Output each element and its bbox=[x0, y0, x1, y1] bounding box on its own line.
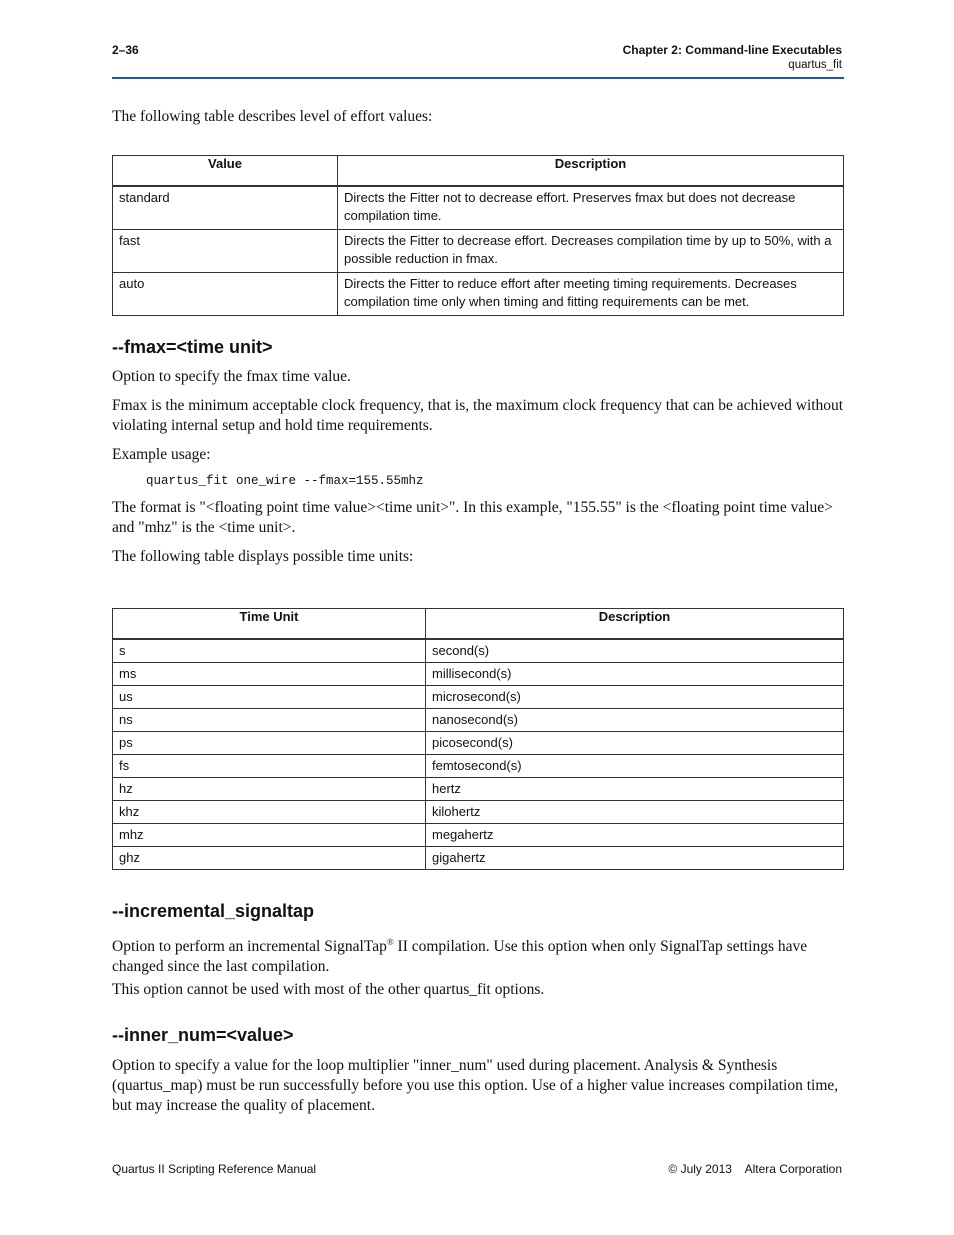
text-run: II compilation. Use this option when only SignalTap settings have changed since the last compilation. bbox=[112, 938, 808, 976]
table-row bbox=[113, 778, 844, 801]
table-cell: standard bbox=[113, 186, 338, 230]
table-cell: khz bbox=[113, 801, 426, 824]
table-row bbox=[113, 732, 844, 755]
paragraph: Option to specify a value for the loop multiplier "inner_num" used during placement. Analysis & Synthesis (quartus_map) must be run successfully before you use this option. Use of a higher value increases compilation time, but may increase the quality of placement. bbox=[112, 1057, 839, 1114]
table-cell: millisecond(s) bbox=[426, 663, 844, 686]
table-header-row bbox=[113, 609, 844, 640]
column-header: Description bbox=[426, 609, 844, 640]
table-cell: picosecond(s) bbox=[426, 732, 844, 755]
column-header: Description bbox=[338, 156, 844, 187]
table-cell: s bbox=[113, 639, 426, 663]
table-cell: ps bbox=[113, 732, 426, 755]
section-heading: --incremental_signaltap bbox=[112, 901, 315, 921]
table-cell: fast bbox=[113, 230, 338, 273]
table-cell: second(s) bbox=[426, 639, 844, 663]
paragraph: This option cannot be used with most of the other quartus_fit options. bbox=[112, 981, 545, 998]
section-title: quartus_fit bbox=[788, 59, 842, 71]
table-row bbox=[113, 230, 844, 273]
registered-mark: ® bbox=[386, 937, 394, 947]
table-cell: microsecond(s) bbox=[426, 686, 844, 709]
table-header-row bbox=[113, 156, 844, 187]
table-cell: hz bbox=[113, 778, 426, 801]
table-row bbox=[113, 847, 844, 870]
chapter-title: Chapter 2: Command-line Executables bbox=[622, 43, 842, 57]
table-cell: hertz bbox=[426, 778, 844, 801]
table-row bbox=[113, 755, 844, 778]
header-rule bbox=[112, 77, 844, 79]
table-cell: ghz bbox=[113, 847, 426, 870]
table-cell: ms bbox=[113, 663, 426, 686]
table-cell: ns bbox=[113, 709, 426, 732]
time-unit-table bbox=[112, 608, 844, 870]
column-header: Time Unit bbox=[113, 609, 426, 640]
table-cell: gigahertz bbox=[426, 847, 844, 870]
effort-table bbox=[112, 155, 844, 316]
table-cell: auto bbox=[113, 273, 338, 316]
table-cell: megahertz bbox=[426, 824, 844, 847]
paragraph: Example usage: bbox=[112, 446, 211, 463]
footer-copyright: © July 2013 Altera Corporation bbox=[668, 1162, 842, 1176]
table-cell: femtosecond(s) bbox=[426, 755, 844, 778]
running-header bbox=[623, 43, 842, 71]
table-row bbox=[113, 639, 844, 663]
table-row bbox=[113, 824, 844, 847]
paragraph: The format is "<floating point time value><time unit>". In this example, "155.55" is the <floating point time value> and "mhz" is the <time unit>. bbox=[112, 499, 833, 536]
table-cell: us bbox=[113, 686, 426, 709]
code-example: quartus_fit one_wire --fmax=155.55mhz bbox=[146, 474, 424, 488]
section-heading: --fmax=<time unit> bbox=[112, 337, 273, 357]
table-row bbox=[113, 709, 844, 732]
text-run: Option to perform an incremental SignalTap bbox=[112, 938, 387, 956]
section-heading: --inner_num=<value> bbox=[112, 1025, 294, 1045]
footer-manual-title: Quartus II Scripting Reference Manual bbox=[112, 1162, 317, 1176]
table-row bbox=[113, 186, 844, 230]
column-header: Value bbox=[113, 156, 338, 187]
table-cell: fs bbox=[113, 755, 426, 778]
table-cell: Directs the Fitter to reduce effort after meeting timing requirements. Decreases compilation time only when timing and fitting requirements can be met. bbox=[338, 273, 844, 316]
paragraph bbox=[112, 932, 844, 977]
table-cell: nanosecond(s) bbox=[426, 709, 844, 732]
paragraph: Option to specify the fmax time value. bbox=[112, 368, 351, 385]
table-cell: Directs the Fitter to decrease effort. Decreases compilation time by up to 50%, with a possible reduction in fmax. bbox=[338, 230, 844, 273]
table-row bbox=[113, 273, 844, 316]
table-row bbox=[113, 801, 844, 824]
intro-paragraph: The following table describes level of effort values: bbox=[112, 108, 433, 125]
table-row bbox=[113, 663, 844, 686]
page-number: 2–36 bbox=[112, 43, 139, 57]
paragraph: Fmax is the minimum acceptable clock frequency, that is, the maximum clock frequency that can be achieved without violating internal setup and hold time requirements. bbox=[112, 397, 844, 434]
table-cell: Directs the Fitter not to decrease effort. Preserves fmax but does not decrease compilation time. bbox=[338, 186, 844, 230]
table-cell: mhz bbox=[113, 824, 426, 847]
table-cell: kilohertz bbox=[426, 801, 844, 824]
table-row bbox=[113, 686, 844, 709]
paragraph: The following table displays possible time units: bbox=[112, 548, 414, 565]
